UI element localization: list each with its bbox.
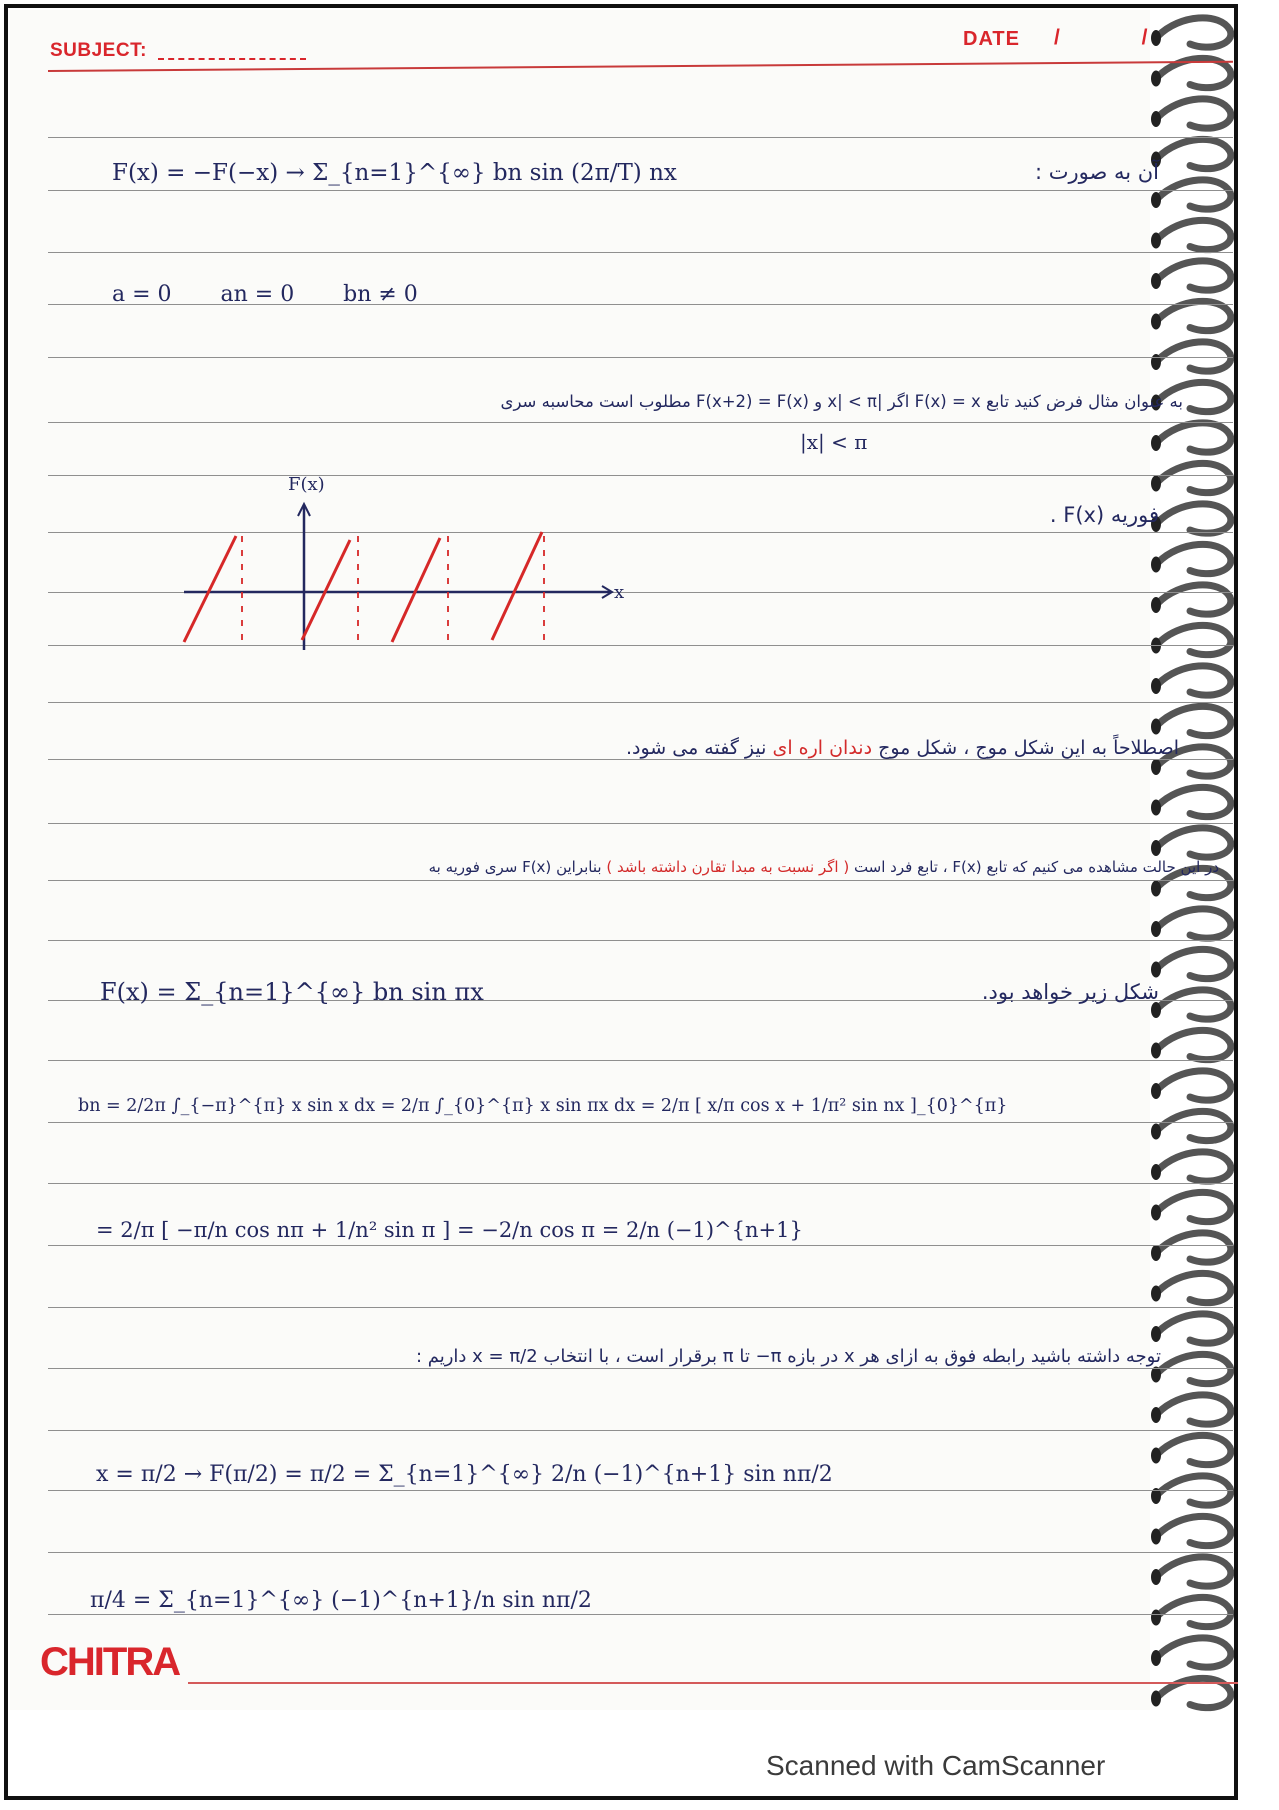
formula-bn-result: = 2/π [ −π/n cos nπ + 1/n² sin π ] = −2/n cos π = 2/n (−1)^{n+1} [96, 1218, 803, 1242]
sawtooth-graph [170, 470, 630, 655]
note-will-be: شکل زیر خواهد بود. [981, 980, 1159, 1004]
ruled-line [48, 1430, 1233, 1431]
ruled-line [48, 759, 1233, 760]
ruled-line [48, 1183, 1233, 1184]
ruled-line [48, 1490, 1233, 1491]
formula-pi-over-four: π/4 = Σ_{n=1}^{∞} (−1)^{n+1}/n sin nπ/2 [90, 1588, 592, 1613]
scanner-watermark: Scanned with CamScanner [766, 1750, 1106, 1781]
formula-bn-integral: bn = 2/2π ∫_{−π}^{π} x sin x dx = 2/π ∫_{0}^{π} x sin πx dx = 2/π [ x/π cos x + 1/π² sin nx ]_{0}^{π} [78, 1096, 1008, 1116]
graph-y-label: F(x) [288, 474, 325, 495]
ruled-line [48, 1307, 1233, 1308]
ruled-line [48, 702, 1233, 703]
ruled-line [48, 252, 1233, 253]
sawtooth-description-b: نیز گفته می شود. [625, 737, 767, 759]
formula-odd-fourier-series: F(x) = −F(−x) → Σ_{n=1}^{∞} bn sin (2π/T) nx [112, 160, 677, 186]
ruled-line [48, 357, 1233, 358]
ruled-line [48, 1245, 1233, 1246]
ruled-line [48, 940, 1233, 941]
sawtooth-tooth-1 [184, 536, 236, 642]
ruled-line [48, 1368, 1233, 1369]
formula-substitution: x = π/2 → F(π/2) = π/2 = Σ_{n=1}^{∞} 2/n (−1)^{n+1} sin nπ/2 [96, 1462, 833, 1487]
note-in-this-form: آن به صورت : [1034, 160, 1159, 184]
sawtooth-tooth-3 [392, 538, 440, 642]
graph-x-label: x [614, 582, 625, 603]
fourier-of-f: فوریه F(x) . [1049, 503, 1159, 527]
ruled-line [48, 1122, 1233, 1123]
ruled-line [48, 422, 1233, 423]
formula-sine-series: F(x) = Σ_{n=1}^{∞} bn sin πx [100, 978, 484, 1006]
sawtooth-tooth-4 [492, 532, 542, 640]
example-statement: به عنوان مثال فرض کنید تابع F(x) = x اگر |x| < π و F(x+2) = F(x) مطلوب است محاسبه سری [500, 392, 1183, 411]
example-condition: |x| < π [800, 430, 868, 454]
sawtooth-description [626, 737, 1179, 759]
date-slashes: / / [1054, 26, 1186, 49]
date-label: DATE [963, 28, 1020, 50]
odd-function-note [429, 858, 1219, 876]
ruled-line [48, 880, 1233, 881]
substitution-note: توجه داشته باشید رابطه فوق به ازای هر x در بازه π− تا π برقرار است ، با انتخاب x = π/2 داریم : [415, 1346, 1161, 1367]
ruled-line [48, 190, 1233, 191]
odd-function-condition: ( اگر نسبت به مبدا تقارن داشته باشد ) [606, 858, 850, 876]
ruled-line [48, 137, 1233, 138]
ruled-line [48, 1552, 1233, 1553]
ruled-line [48, 823, 1233, 824]
brand-rule [188, 1682, 1238, 1684]
odd-function-note-b: بنابراین F(x) سری فوریه به [428, 858, 602, 876]
sawtooth-term: دندان اره ای [772, 737, 873, 759]
ruled-line [48, 1614, 1233, 1615]
sawtooth-tooth-2 [302, 540, 350, 640]
notebook-brand-logo: CHITRA [40, 1640, 180, 1684]
subject-label: SUBJECT: [50, 40, 147, 61]
formula-coefficients: a = 0 an = 0 bn ≠ 0 [112, 282, 418, 307]
page-frame [4, 4, 1238, 1800]
odd-function-note-a: در این حالت مشاهده می کنیم که تابع F(x) ، تابع فرد است [853, 858, 1219, 876]
ruled-line [48, 1060, 1233, 1061]
sawtooth-description-a: اصطلاحاً به این شکل موج ، شکل موج [878, 737, 1179, 759]
subject-dash-line [158, 58, 306, 60]
